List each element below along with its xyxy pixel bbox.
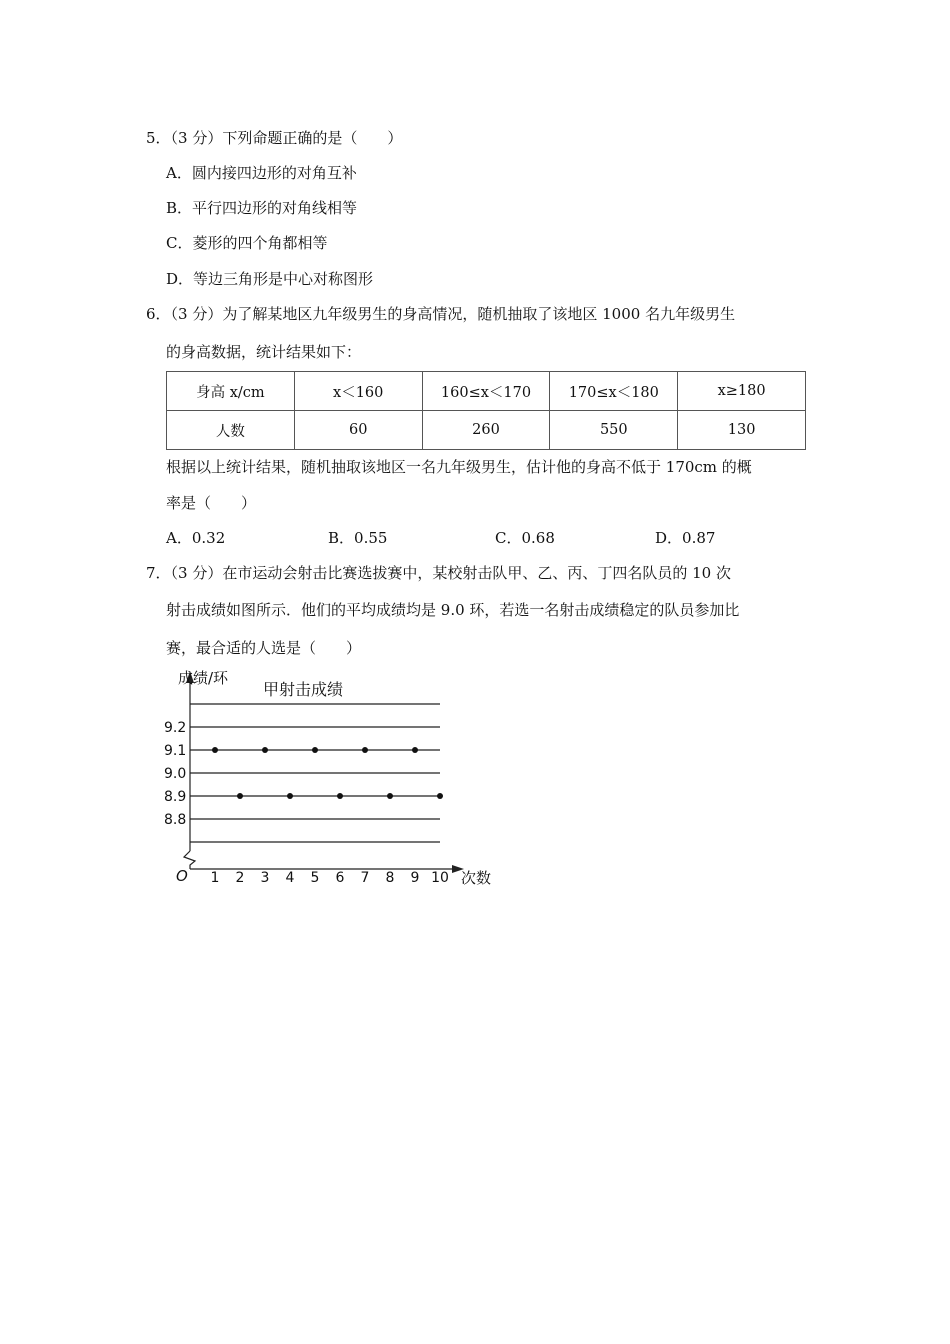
origin-label: O: [176, 867, 188, 885]
height-stats-table: [166, 371, 806, 450]
q6-option-c: C．0.68: [495, 529, 555, 547]
shooting-score-chart: [160, 665, 505, 890]
q7-line2: 射击成绩如图所示．他们的平均成绩均是 9.0 环，若选一名射击成绩稳定的队员参加比: [166, 601, 740, 619]
q5-option-c: C．菱形的四个角都相等: [166, 234, 328, 252]
table-header-height: 身高 x/cm: [167, 372, 295, 411]
data-point: [262, 747, 268, 753]
table-header-range3: 170≤x＜180: [550, 372, 678, 411]
q6-option-a: A．0.32: [166, 529, 226, 547]
table-header-range1: x＜160: [294, 372, 422, 411]
q5-option-a: A．圆内接四边形的对角互补: [166, 164, 357, 182]
q7-line1: 7．（3 分）在市运动会射击比赛选拔赛中，某校射击队甲、乙、丙、丁四名队员的 10 次: [146, 564, 731, 582]
table-cell-count3: 550: [550, 411, 678, 450]
table-cell-count4: 130: [678, 411, 806, 450]
table-header-range4: x≥180: [678, 372, 806, 411]
q5-option-b: B．平行四边形的对角线相等: [166, 199, 358, 217]
y-tick-label: 9.2: [164, 720, 187, 736]
x-tick-label: 6: [335, 870, 345, 886]
x-tick-label: 9: [410, 870, 420, 886]
table-cell-count-label: 人数: [167, 411, 295, 450]
x-tick-label: 7: [360, 870, 370, 886]
x-tick-label: 2: [235, 870, 245, 886]
q6-stem-line1: 6．（3 分）为了解某地区九年级男生的身高情况，随机抽取了该地区 1000 名九年级男生: [146, 305, 736, 323]
y-tick-label: 8.9: [164, 789, 187, 805]
data-point: [362, 747, 368, 753]
data-point: [437, 793, 443, 799]
q6-option-b: B．0.55: [328, 529, 388, 547]
q6-option-d: D．0.87: [655, 529, 716, 547]
data-point: [212, 747, 218, 753]
chart-title: 甲射击成绩: [263, 680, 344, 699]
y-tick-label: 9.0: [164, 766, 187, 782]
table-cell-count1: 60: [294, 411, 422, 450]
y-tick-label: 8.8: [164, 812, 187, 828]
table-row: [167, 372, 806, 411]
q7-line3: 赛，最合适的人选是（ ）: [166, 639, 362, 657]
x-axis-label: 次数: [461, 869, 492, 887]
data-point: [287, 793, 293, 799]
table-row: [167, 411, 806, 450]
x-tick-label: 3: [260, 870, 270, 886]
x-tick-label: 1: [210, 870, 220, 886]
data-point: [387, 793, 393, 799]
x-tick-label: 8: [385, 870, 395, 886]
q6-after-line1: 根据以上统计结果，随机抽取该地区一名九年级男生，估计他的身高不低于 170cm 的概: [166, 458, 752, 476]
table-header-range2: 160≤x＜170: [422, 372, 550, 411]
table-cell-count2: 260: [422, 411, 550, 450]
q6-stem-line2: 的身高数据，统计结果如下：: [166, 343, 362, 361]
y-axis-label: 成绩/环: [178, 669, 229, 687]
q6-after-line2: 率是（ ）: [166, 494, 257, 512]
y-tick-label: 9.1: [164, 743, 187, 759]
data-point: [312, 747, 318, 753]
q5-option-d: D．等边三角形是中心对称图形: [166, 270, 374, 288]
q5-stem: 5．（3 分）下列命题正确的是（ ）: [146, 129, 403, 147]
x-tick-label: 10: [431, 870, 449, 886]
data-point: [412, 747, 418, 753]
data-point: [237, 793, 243, 799]
x-tick-label: 4: [285, 870, 295, 886]
data-point: [337, 793, 343, 799]
x-tick-label: 5: [310, 870, 320, 886]
